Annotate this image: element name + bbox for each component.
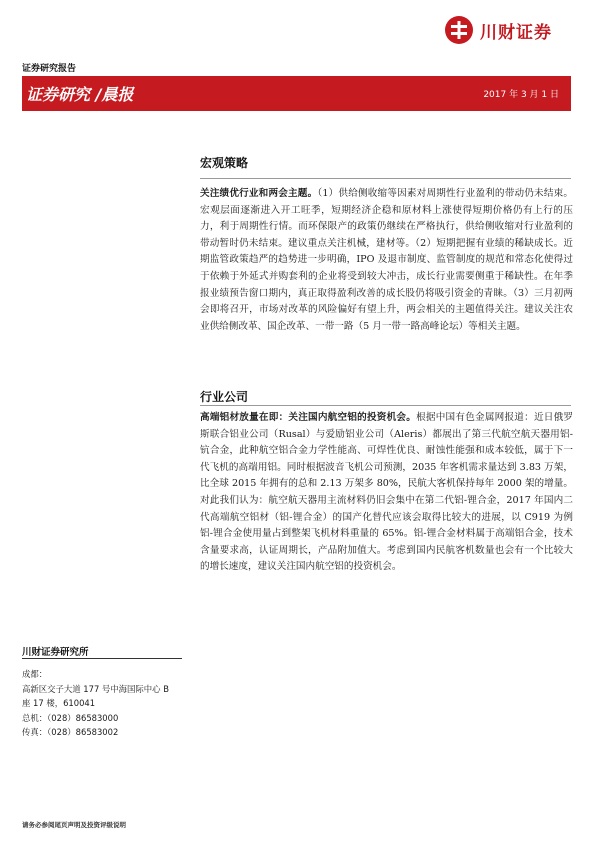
header-banner — [22, 76, 571, 111]
banner-title: 证券研究 /晨报 — [26, 85, 134, 104]
section-title-industry: 行业公司 — [200, 390, 249, 404]
report-date: 2017 年 3 月 1 日 — [483, 90, 559, 100]
section-divider — [200, 178, 571, 179]
institute-divider — [22, 658, 182, 659]
brand-logo-icon — [444, 15, 474, 45]
institute-name: 川财证券研究所 — [22, 647, 89, 658]
brand-name: 川财证券 — [480, 22, 552, 43]
contact-line: 座 17 楼，610041 — [22, 698, 96, 709]
report-type-label: 证券研究报告 — [22, 64, 77, 74]
paragraph-body: （1）供给侧收缩等因素对周期性行业盈利的带动仍未结束。宏观层面逐渐进入开工旺季，短期经济企稳和原材料上涨使得短期价格仍有上行的压力，利于周期性行情。而环保限产的政策仍继续在严格执行，供给侧收缩对行业盈利的带动暂时仍未结束。建议重点关注机械，建材等。（2）短期把握有业绩的稀缺成长。近期监管政策趋严的趋势进一步明确，IPO 及退市制度、监管制度的规范和常态化使得过于依赖于外延式并购套利的企业将受到较大冲击，成长行业需要侧重于稀缺性。在年季报业绩预告窗口期内，真正取得盈利改善的成长股仍将吸引资金的青睐。（3）三月初两会即将召开，市场对改革的风险偏好有望上升，两会相关的主题值得关注。建议关注农业供给侧改革、国企改革、一带一路（5 月一带一路高峰论坛）等相关主题。 — [200, 188, 573, 332]
contact-fax: 传真：（028）86583002 — [22, 727, 119, 738]
section-paragraph-macro — [200, 186, 573, 335]
contact-phone: 总机：（028）86583000 — [22, 712, 119, 723]
paragraph-lead: 高端铝材放量在即：关注国内航空铝的投资机会。 — [200, 412, 417, 423]
paragraph-lead: 关注绩优行业和两会主题。 — [200, 188, 318, 199]
paragraph-body: 根据中国有色金属网报道：近日俄罗斯联合铝业公司（Rusal）与爱励铝业公司（Aleris）都展出了第三代航空航天器用铝-钪合金，此种航空铝合金力学性能高、可焊性优良、耐蚀性能强和成本较低，属于下一代飞机的高端用铝。同时根据波音飞机公司预测，2035 年客机需求量达到 3.83 万架，比全球 2015 年拥有的总和 2.13 万架多 80%，民航大客机保持每年 2000 架的增量。对此我们认为：航空航天器用主流材料仍旧会集中在第二代铝-锂合金，2017 年国内二代高端航空铝材（铝-锂合金）的国产化替代应该会取得比较大的进展，以 C919 为例铝-锂合金使用量占到整架飞机材料重量的 65%。铝-锂合金材料属于高端铝合金，技术含量要求高，认证周期长，产品附加值大。考虑到国内民航客机数量也会有一个比较大的增长速度，建议关注国内航空铝的投资机会。 — [200, 412, 574, 573]
contact-line: 高新区交子大道 177 号中海国际中心 B — [22, 683, 169, 694]
brand-logo — [444, 14, 570, 46]
footer-disclaimer: 请务必参阅尾页声明及投资评级说明 — [22, 821, 126, 829]
section-paragraph-industry — [200, 410, 573, 576]
section-divider — [200, 405, 571, 406]
contact-line: 成都： — [22, 669, 48, 679]
contact-block — [22, 667, 202, 740]
section-title-macro: 宏观策略 — [200, 156, 249, 170]
